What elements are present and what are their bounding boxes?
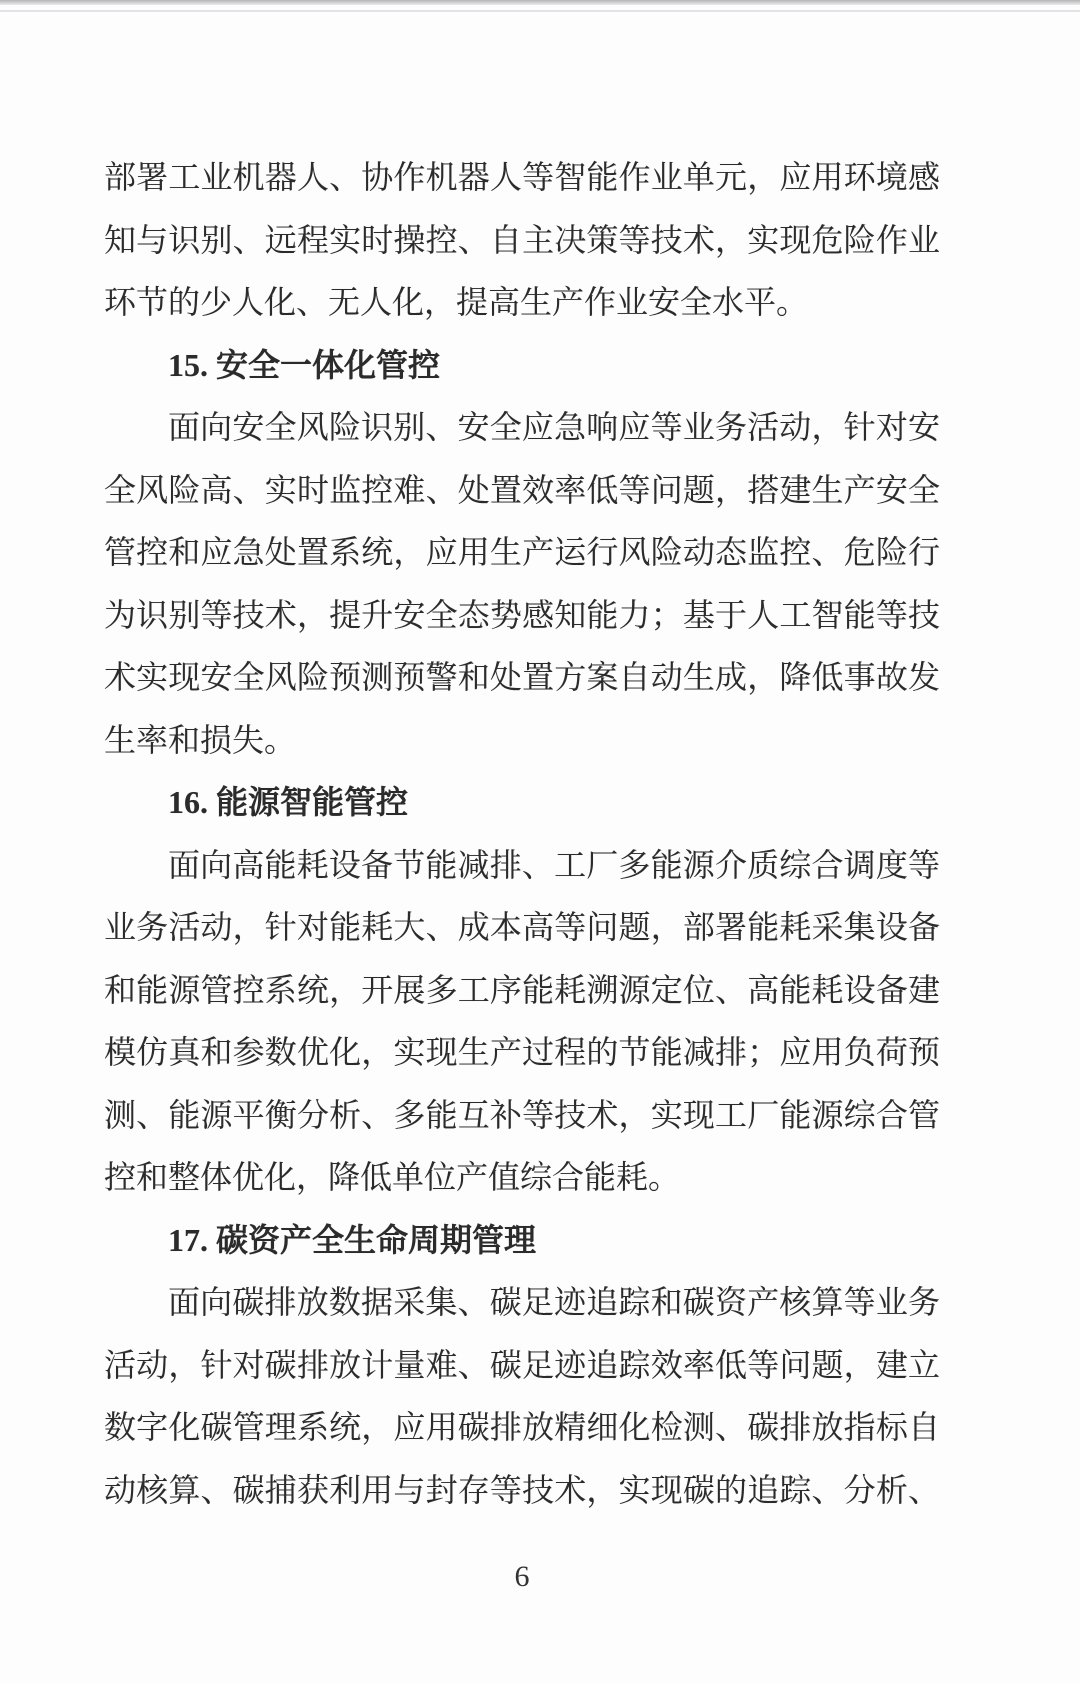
page-top-edge-line [0, 10, 1080, 12]
body-line: 生率和损失。 [104, 721, 297, 758]
body-line: 活动，针对碳排放计量难、碳足迹追踪效率低等问题，建立 [104, 1346, 940, 1383]
section-heading-16: 16. 能源智能管控 [168, 784, 409, 820]
body-line: 和能源管控系统，开展多工序能耗溯源定位、高能耗设备建 [104, 971, 940, 1008]
body-line: 测、能源平衡分析、多能互补等技术，实现工厂能源综合管 [104, 1096, 940, 1133]
section-heading-15: 15. 安全一体化管控 [168, 346, 441, 383]
body-line: 全风险高、实时监控难、处置效率低等问题，搭建生产安全 [104, 471, 940, 508]
body-line: 为识别等技术，提升安全态势感知能力；基于人工智能等技 [104, 596, 940, 633]
body-line: 面向高能耗设备节能减排、工厂多能源介质综合调度等 [168, 846, 940, 883]
body-line: 数字化碳管理系统，应用碳排放精细化检测、碳排放指标自 [104, 1409, 940, 1445]
body-line: 部署工业机器人、协作机器人等智能作业单元，应用环境感 [104, 159, 940, 195]
text-block [104, 146, 940, 1521]
body-line: 控和整体优化，降低单位产值综合能耗。 [104, 1159, 681, 1195]
body-line: 动核算、碳捕获利用与封存等技术，实现碳的追踪、分析、 [104, 1471, 940, 1508]
section-heading-17: 17. 碳资产全生命周期管理 [168, 1221, 537, 1258]
body-line: 业务活动，针对能耗大、成本高等问题，部署能耗采集设备 [104, 909, 940, 945]
body-line: 模仿真和参数优化，实现生产过程的节能减排；应用负荷预 [104, 1034, 940, 1070]
body-line: 面向碳排放数据采集、碳足迹追踪和碳资产核算等业务 [168, 1284, 940, 1320]
body-line: 面向安全风险识别、安全应急响应等业务活动，针对安 [168, 409, 940, 445]
body-line: 环节的少人化、无人化，提高生产作业安全水平。 [104, 284, 809, 320]
body-line: 知与识别、远程实时操控、自主决策等技术，实现危险作业 [104, 221, 940, 258]
page-top-edge-shade [0, 0, 1080, 5]
page-number: 6 [514, 1560, 530, 1593]
body-line: 管控和应急处置系统，应用生产运行风险动态监控、危险行 [104, 534, 940, 570]
body-line: 术实现安全风险预测预警和处置方案自动生成，降低事故发 [104, 659, 940, 695]
